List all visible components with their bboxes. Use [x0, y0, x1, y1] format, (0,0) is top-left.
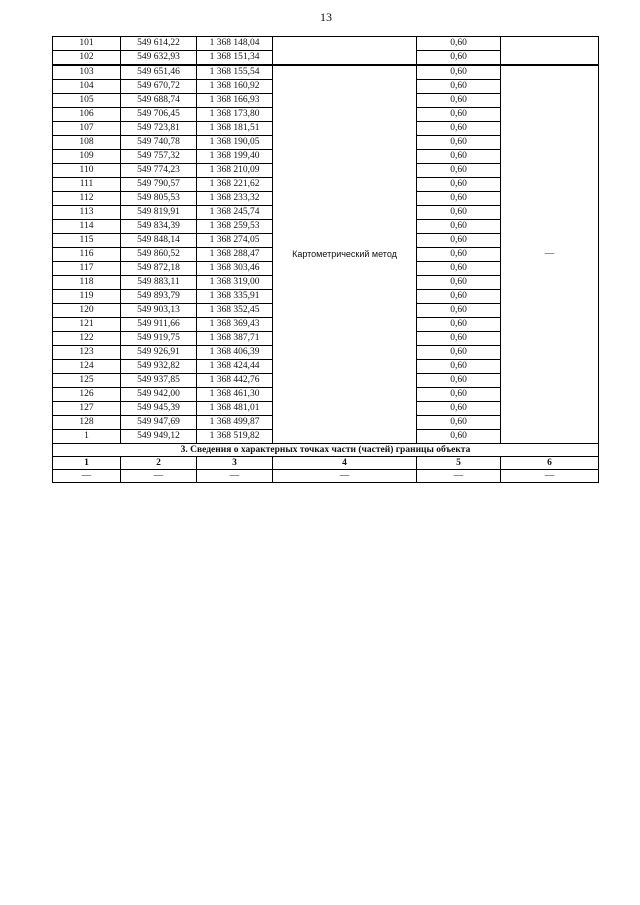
point-number: 116 [53, 248, 121, 262]
coord-y: 1 368 245,74 [197, 206, 273, 220]
column-number: 5 [417, 457, 501, 470]
coord-y: 1 368 259,53 [197, 220, 273, 234]
coord-x: 549 947,69 [121, 416, 197, 430]
coord-y: 1 368 221,62 [197, 178, 273, 192]
coord-y: 1 368 151,34 [197, 51, 273, 66]
page-number: 13 [320, 10, 332, 24]
table-row [53, 37, 599, 51]
coord-x: 549 919,75 [121, 332, 197, 346]
coord-x: 549 757,32 [121, 150, 197, 164]
section-header-row [53, 444, 599, 457]
coord-x: 549 932,82 [121, 360, 197, 374]
accuracy: 0,60 [417, 234, 501, 248]
coord-y: 1 368 387,71 [197, 332, 273, 346]
description-dash: — [501, 65, 599, 444]
point-number: 118 [53, 276, 121, 290]
coord-x: 549 614,22 [121, 37, 197, 51]
coord-x: 549 942,00 [121, 388, 197, 402]
point-number: 109 [53, 150, 121, 164]
coord-y: 1 368 481,01 [197, 402, 273, 416]
empty-cell: — [273, 470, 417, 483]
point-number: 101 [53, 37, 121, 51]
coord-x: 549 949,12 [121, 430, 197, 444]
coord-x: 549 883,11 [121, 276, 197, 290]
coord-x: 549 819,91 [121, 206, 197, 220]
coord-y: 1 368 319,00 [197, 276, 273, 290]
column-number: 3 [197, 457, 273, 470]
coord-y: 1 368 303,46 [197, 262, 273, 276]
coord-x: 549 834,39 [121, 220, 197, 234]
coord-x: 549 706,45 [121, 108, 197, 122]
accuracy: 0,60 [417, 94, 501, 108]
coord-y: 1 368 274,05 [197, 234, 273, 248]
coord-x: 549 670,72 [121, 80, 197, 94]
point-number: 120 [53, 304, 121, 318]
point-number: 104 [53, 80, 121, 94]
point-number: 124 [53, 360, 121, 374]
coord-x: 549 632,93 [121, 51, 197, 66]
coord-y: 1 368 288,47 [197, 248, 273, 262]
accuracy: 0,60 [417, 80, 501, 94]
point-number: 115 [53, 234, 121, 248]
coord-y: 1 368 233,32 [197, 192, 273, 206]
coord-x: 549 911,66 [121, 318, 197, 332]
accuracy: 0,60 [417, 262, 501, 276]
accuracy: 0,60 [417, 346, 501, 360]
accuracy: 0,60 [417, 248, 501, 262]
point-number: 1 [53, 430, 121, 444]
accuracy: 0,60 [417, 304, 501, 318]
column-number: 1 [53, 457, 121, 470]
coord-y: 1 368 160,92 [197, 80, 273, 94]
accuracy: 0,60 [417, 374, 501, 388]
accuracy: 0,60 [417, 276, 501, 290]
coord-x: 549 790,57 [121, 178, 197, 192]
point-number: 117 [53, 262, 121, 276]
coordinates-table [52, 36, 599, 483]
empty-cell: — [53, 470, 121, 483]
coord-x: 549 740,78 [121, 136, 197, 150]
accuracy: 0,60 [417, 206, 501, 220]
coord-y: 1 368 461,30 [197, 388, 273, 402]
coord-x: 549 774,23 [121, 164, 197, 178]
accuracy: 0,60 [417, 318, 501, 332]
accuracy: 0,60 [417, 51, 501, 66]
empty-cell: — [121, 470, 197, 483]
coord-x: 549 651,46 [121, 65, 197, 80]
coord-y: 1 368 352,45 [197, 304, 273, 318]
empty-data-row [53, 470, 599, 483]
measurement-method: Картометрический метод [273, 65, 417, 444]
coord-y: 1 368 181,51 [197, 122, 273, 136]
point-number: 106 [53, 108, 121, 122]
coord-x: 549 937,85 [121, 374, 197, 388]
coord-x: 549 893,79 [121, 290, 197, 304]
coord-x: 549 872,18 [121, 262, 197, 276]
point-number: 105 [53, 94, 121, 108]
accuracy: 0,60 [417, 150, 501, 164]
point-number: 119 [53, 290, 121, 304]
point-number: 114 [53, 220, 121, 234]
coord-y: 1 368 499,87 [197, 416, 273, 430]
accuracy: 0,60 [417, 192, 501, 206]
accuracy: 0,60 [417, 136, 501, 150]
accuracy: 0,60 [417, 178, 501, 192]
coord-y: 1 368 155,54 [197, 65, 273, 80]
empty-cell: — [197, 470, 273, 483]
coord-y: 1 368 442,76 [197, 374, 273, 388]
accuracy: 0,60 [417, 164, 501, 178]
coord-y: 1 368 199,40 [197, 150, 273, 164]
coord-y: 1 368 369,43 [197, 318, 273, 332]
coord-x: 549 945,39 [121, 402, 197, 416]
section-3-title: 3. Сведения о характерных точках части (частей) границы объекта [53, 444, 599, 457]
empty-cell: — [417, 470, 501, 483]
accuracy: 0,60 [417, 416, 501, 430]
accuracy: 0,60 [417, 430, 501, 444]
coord-y: 1 368 190,05 [197, 136, 273, 150]
coord-x: 549 688,74 [121, 94, 197, 108]
point-number: 123 [53, 346, 121, 360]
accuracy: 0,60 [417, 290, 501, 304]
point-number: 112 [53, 192, 121, 206]
point-number: 108 [53, 136, 121, 150]
coord-x: 549 848,14 [121, 234, 197, 248]
coord-x: 549 723,81 [121, 122, 197, 136]
point-number: 103 [53, 65, 121, 80]
accuracy: 0,60 [417, 122, 501, 136]
point-number: 110 [53, 164, 121, 178]
coord-x: 549 926,91 [121, 346, 197, 360]
coord-y: 1 368 406,39 [197, 346, 273, 360]
point-number: 121 [53, 318, 121, 332]
column-numbers-row [53, 457, 599, 470]
accuracy: 0,60 [417, 65, 501, 80]
column-number: 2 [121, 457, 197, 470]
accuracy: 0,60 [417, 388, 501, 402]
coord-x: 549 805,53 [121, 192, 197, 206]
coord-y: 1 368 335,91 [197, 290, 273, 304]
description-cell-top [501, 37, 599, 66]
point-number: 113 [53, 206, 121, 220]
point-number: 127 [53, 402, 121, 416]
coord-x: 549 860,52 [121, 248, 197, 262]
point-number: 102 [53, 51, 121, 66]
table-row [53, 65, 599, 80]
point-number: 126 [53, 388, 121, 402]
accuracy: 0,60 [417, 108, 501, 122]
accuracy: 0,60 [417, 220, 501, 234]
accuracy: 0,60 [417, 37, 501, 51]
point-number: 107 [53, 122, 121, 136]
coord-y: 1 368 166,93 [197, 94, 273, 108]
coord-x: 549 903,13 [121, 304, 197, 318]
point-number: 111 [53, 178, 121, 192]
column-number: 6 [501, 457, 599, 470]
point-number: 128 [53, 416, 121, 430]
point-number: 122 [53, 332, 121, 346]
method-cell-top [273, 37, 417, 66]
point-number: 125 [53, 374, 121, 388]
accuracy: 0,60 [417, 332, 501, 346]
coord-y: 1 368 210,09 [197, 164, 273, 178]
accuracy: 0,60 [417, 360, 501, 374]
empty-cell: — [501, 470, 599, 483]
column-number: 4 [273, 457, 417, 470]
accuracy: 0,60 [417, 402, 501, 416]
coord-y: 1 368 519,82 [197, 430, 273, 444]
coord-y: 1 368 424,44 [197, 360, 273, 374]
coord-y: 1 368 173,80 [197, 108, 273, 122]
coord-y: 1 368 148,04 [197, 37, 273, 51]
